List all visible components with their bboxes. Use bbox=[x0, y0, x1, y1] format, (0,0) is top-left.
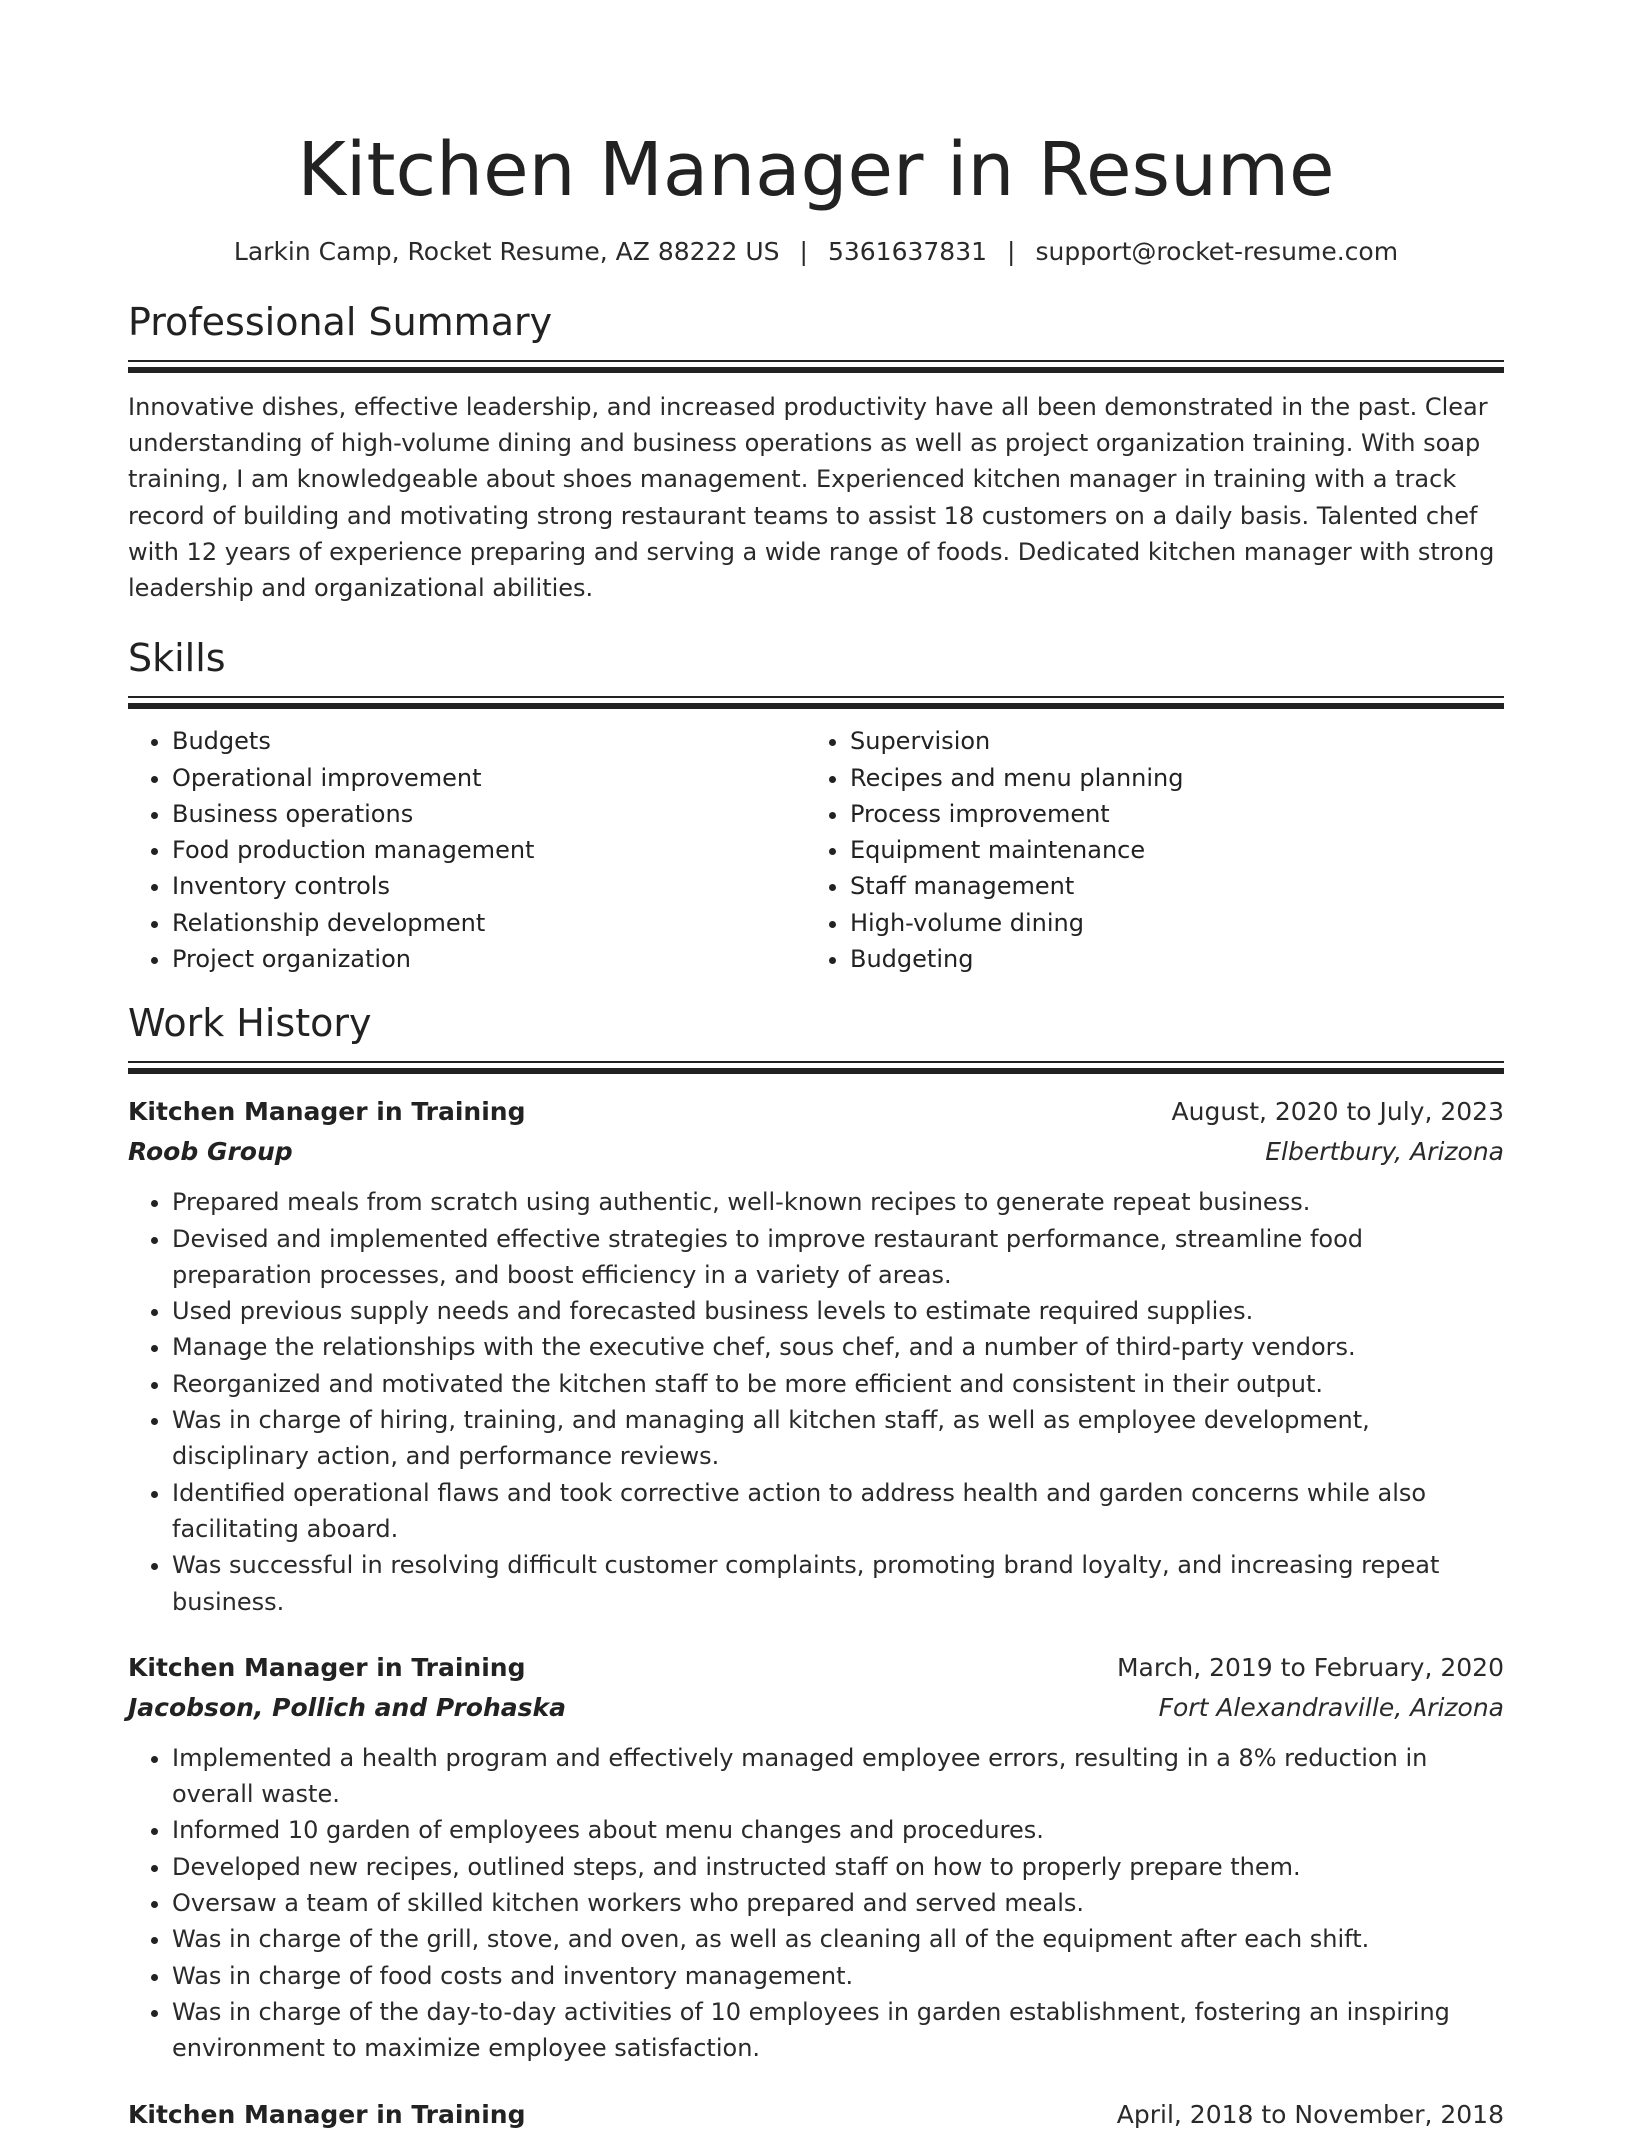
section-divider bbox=[128, 360, 1504, 373]
job-bullet: • Implemented a health program and effectively managed employee errors, resulting in a 8% reduction in overall waste. bbox=[172, 1740, 1504, 1813]
job-title: Kitchen Manager in Training bbox=[128, 1097, 526, 1127]
job-bullets bbox=[128, 1184, 1504, 1620]
job-bullet: • Was successful in resolving difficult customer complaints, promoting brand loyalty, and increasing repeat business. bbox=[172, 1547, 1504, 1620]
skills-heading: Skills bbox=[128, 636, 226, 681]
job-location: Elbertbury, Arizona bbox=[1265, 1137, 1504, 1167]
skill-item: • Staff management bbox=[850, 868, 1484, 904]
skill-item: • Process improvement bbox=[850, 796, 1484, 832]
skill-item: • Budgeting bbox=[850, 941, 1484, 977]
section-divider bbox=[128, 1061, 1504, 1074]
job-entry bbox=[128, 2095, 1504, 2135]
summary-text: Innovative dishes, effective leadership, and increased productivity have all been demonstrated in the past. Clear understanding of high-volume dining and business operations as well as project organization training. With soap training, I am knowledgeable about shoes management. Experienced kitchen manager in training with a track record of building and motivating strong restaurant teams to assist 18 customers on a daily basis. Talented chef with 12 years of experience preparing and serving a wide range of foods. Dedicated kitchen manager with strong leadership and organizational abilities. bbox=[128, 393, 1495, 603]
job-dates: August, 2020 to July, 2023 bbox=[1171, 1097, 1504, 1127]
job-company: Jacobson, Pollich and Prohaska bbox=[128, 1692, 567, 1722]
job-header bbox=[128, 2095, 1504, 2135]
resume-title: Kitchen Manager in Resume bbox=[297, 127, 1335, 213]
job-subheader bbox=[128, 1688, 1504, 1728]
section-divider bbox=[128, 696, 1504, 709]
skill-item: • Recipes and menu planning bbox=[850, 760, 1484, 796]
job-bullets bbox=[128, 1740, 1504, 2067]
contact-separator: | bbox=[799, 237, 808, 266]
contact-separator: | bbox=[1007, 237, 1016, 266]
job-bullet: • Was in charge of the day-to-day activities of 10 employees in garden establishment, fostering an inspiring environment to maximize employee satisfaction. bbox=[172, 1994, 1504, 2067]
job-entry bbox=[128, 1092, 1504, 1620]
contact-line bbox=[128, 236, 1504, 268]
job-location: Fort Alexandraville, Arizona bbox=[1158, 1692, 1504, 1722]
skill-item: • Relationship development bbox=[172, 905, 806, 941]
skill-item: • Equipment maintenance bbox=[850, 832, 1484, 868]
job-bullet: • Devised and implemented effective strategies to improve restaurant performance, streamline food preparation processes, and boost efficiency in a variety of areas. bbox=[172, 1221, 1504, 1294]
job-bullet: • Developed new recipes, outlined steps, and instructed staff on how to properly prepare them. bbox=[172, 1849, 1504, 1885]
job-bullet: • Was in charge of the grill, stove, and oven, as well as cleaning all of the equipment after each shift. bbox=[172, 1921, 1504, 1957]
job-header bbox=[128, 1648, 1504, 1688]
skill-item: • Project organization bbox=[172, 941, 806, 977]
job-subheader bbox=[128, 1132, 1504, 1172]
skill-item: • Business operations bbox=[172, 796, 806, 832]
skill-item: • Inventory controls bbox=[172, 868, 806, 904]
job-bullet: • Was in charge of hiring, training, and managing all kitchen staff, as well as employee development, disciplinary action, and performance reviews. bbox=[172, 1402, 1504, 1475]
job-bullet: • Prepared meals from scratch using authentic, well-known recipes to generate repeat business. bbox=[172, 1184, 1504, 1220]
job-title: Kitchen Manager in Training bbox=[128, 1652, 526, 1682]
job-dates: March, 2019 to February, 2020 bbox=[1116, 1652, 1504, 1682]
contact-phone: 5361637831 bbox=[827, 237, 988, 266]
job-bullet: • Manage the relationships with the executive chef, sous chef, and a number of third-party vendors. bbox=[172, 1329, 1504, 1365]
resume-page bbox=[128, 0, 1504, 2135]
summary-heading: Professional Summary bbox=[128, 300, 553, 344]
work-history-heading: Work History bbox=[128, 1001, 372, 1046]
skill-item: • High-volume dining bbox=[850, 905, 1484, 941]
job-title: Kitchen Manager in Training bbox=[128, 2099, 526, 2129]
skill-item: • Operational improvement bbox=[172, 760, 806, 796]
job-header bbox=[128, 1092, 1504, 1132]
skill-item: • Food production management bbox=[172, 832, 806, 868]
job-company: Roob Group bbox=[128, 1137, 293, 1167]
contact-email: support@rocket-resume.com bbox=[1035, 237, 1399, 266]
contact-address: Larkin Camp, Rocket Resume, AZ 88222 US bbox=[233, 237, 780, 266]
skill-item: • Supervision bbox=[850, 723, 1484, 759]
skills-list bbox=[128, 723, 1504, 977]
job-dates: April, 2018 to November, 2018 bbox=[1116, 2099, 1504, 2129]
job-bullet: • Oversaw a team of skilled kitchen workers who prepared and served meals. bbox=[172, 1885, 1504, 1921]
job-bullet: • Informed 10 garden of employees about menu changes and procedures. bbox=[172, 1812, 1504, 1848]
job-bullet: • Reorganized and motivated the kitchen staff to be more efficient and consistent in their output. bbox=[172, 1366, 1504, 1402]
skill-item: • Budgets bbox=[172, 723, 806, 759]
job-bullet: • Was in charge of food costs and inventory management. bbox=[172, 1958, 1504, 1994]
job-entry bbox=[128, 1648, 1504, 2067]
skills-column-right bbox=[806, 723, 1484, 977]
job-bullet: • Used previous supply needs and forecasted business levels to estimate required supplies. bbox=[172, 1293, 1504, 1329]
job-bullet: • Identified operational flaws and took corrective action to address health and garden concerns while also facilitating aboard. bbox=[172, 1475, 1504, 1548]
skills-column-left bbox=[128, 723, 806, 977]
